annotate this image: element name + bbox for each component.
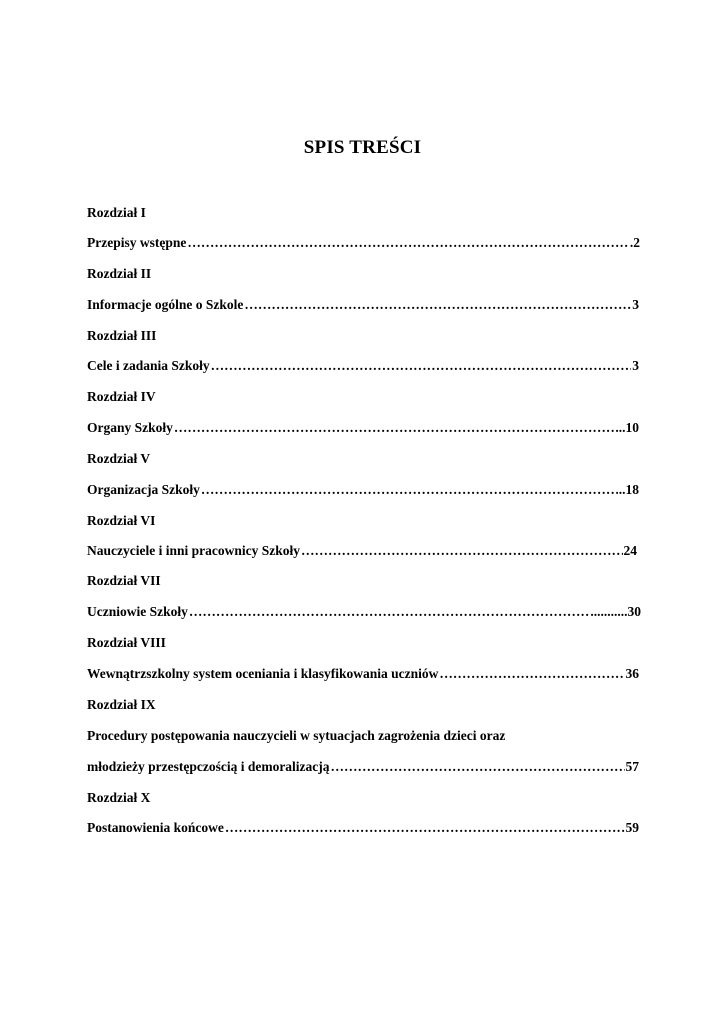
toc-page-number: ...10 xyxy=(615,420,639,435)
toc-leader xyxy=(244,297,631,313)
toc-leader xyxy=(187,235,629,251)
toc-entry[interactable] xyxy=(87,543,637,559)
toc-leader xyxy=(331,759,625,775)
toc-leader xyxy=(211,358,632,374)
page-title: SPIS TREŚCI xyxy=(303,137,422,158)
toc-entry-title: Informacje ogólne o Szkole xyxy=(87,297,244,312)
toc-entry[interactable] xyxy=(87,420,639,436)
toc-entry-title: Wewnątrzszkolny system oceniania i klasyfikowania uczniów xyxy=(87,666,439,681)
toc-entry[interactable] xyxy=(87,604,641,620)
toc-leader xyxy=(225,820,625,836)
chapter-label: Rozdział II xyxy=(87,266,152,281)
toc-entry-title: Uczniowie Szkoły xyxy=(87,604,188,619)
toc-entry[interactable] xyxy=(87,820,639,836)
toc-entry-title: Procedury postępowania nauczycieli w sytuacjach zagrożenia dzieci oraz xyxy=(87,728,506,743)
toc-page-number: 57 xyxy=(625,759,639,774)
chapter-label: Rozdział I xyxy=(87,205,146,220)
toc-leader xyxy=(201,482,618,498)
chapter-label: Rozdział IV xyxy=(87,389,156,404)
toc-leader xyxy=(174,420,614,436)
toc-entry-title: Postanowienia końcowe xyxy=(87,820,224,835)
toc-leader xyxy=(439,666,624,682)
toc-entry-title: Nauczyciele i inni pracownicy Szkoły xyxy=(87,543,300,558)
chapter-label: Rozdział VIII xyxy=(87,635,166,650)
toc-entry-title: Organizacja Szkoły xyxy=(87,482,200,497)
toc-page-number: 36 xyxy=(625,666,639,681)
toc-entry-title: Organy Szkoły xyxy=(87,420,173,435)
chapter-label: Rozdział III xyxy=(87,328,157,343)
toc-entry[interactable] xyxy=(87,666,639,682)
chapter-label: Rozdział VII xyxy=(87,573,161,588)
toc-page-number: 3 xyxy=(632,358,639,373)
toc-entry[interactable] xyxy=(87,759,639,775)
toc-page-number: 3 xyxy=(632,297,639,312)
toc-entry[interactable] xyxy=(87,297,639,313)
toc-leader xyxy=(189,604,590,620)
chapter-label: Rozdział IX xyxy=(87,697,156,712)
chapter-label: Rozdział V xyxy=(87,451,151,466)
toc-entry-title: Cele i zadania Szkoły xyxy=(87,358,210,373)
toc-page-number: 24 xyxy=(623,543,637,558)
toc-entry-title: Przepisy wstępne xyxy=(87,235,187,250)
toc-leader xyxy=(301,543,623,559)
chapter-label: Rozdział X xyxy=(87,790,151,805)
toc-entry[interactable] xyxy=(87,482,639,498)
toc-page-number: .2 xyxy=(629,235,640,250)
toc-entry-title: młodzieży przestępczością i demoralizacją xyxy=(87,759,330,774)
toc-entry[interactable] xyxy=(87,358,639,374)
chapter-label: Rozdział VI xyxy=(87,513,156,528)
toc-page-number: ..18 xyxy=(618,482,639,497)
toc-page-number: ...........30 xyxy=(590,604,641,619)
toc-entry[interactable] xyxy=(87,235,640,251)
toc-page-number: 59 xyxy=(625,820,639,835)
